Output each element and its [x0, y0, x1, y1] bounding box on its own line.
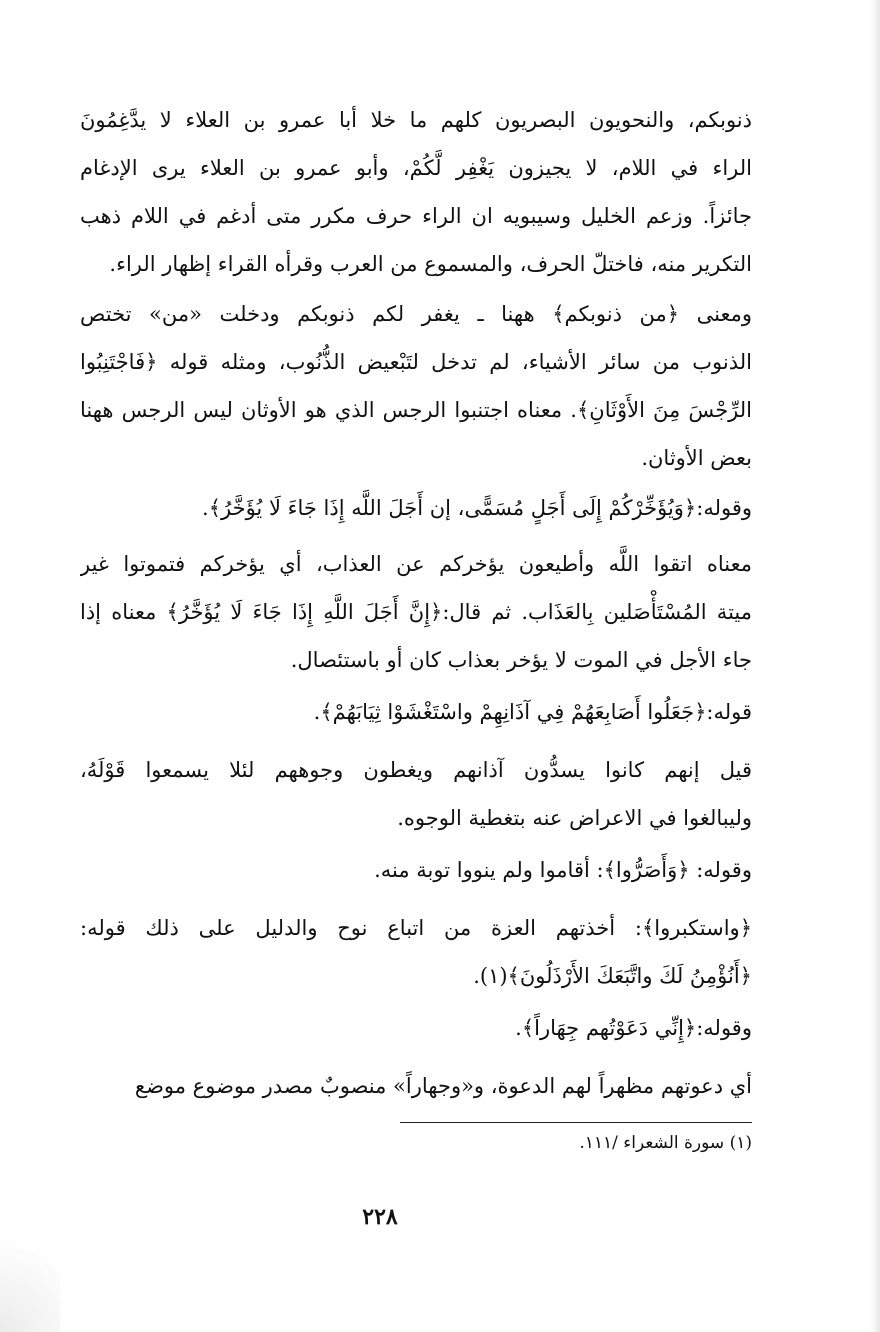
- text-line: جاء الأجل في الموت لا يؤخر بعذاب كان أو باستئصال.: [290, 648, 752, 672]
- paragraph: [80, 688, 752, 736]
- footnote: (١) سورة الشعراء /١١١.: [579, 1133, 752, 1153]
- scan-edge-shadow: [870, 0, 880, 1332]
- scan-corner-shadow: [0, 1212, 60, 1332]
- text-line: ميتة المُسْتَأْصَلين بِالعَذَاب. ثم قال:﴿إِنَّ أَجَلَ اللَّهِ إِذَا جَاءَ لَا يُؤَخَّرُ﴾ معناه إذا: [80, 600, 752, 624]
- text-line: بعض الأوثان.: [641, 446, 752, 470]
- paragraph: [80, 290, 752, 482]
- text-line: أي دعوتهم مظهراً لهم الدعوة، و«وجهاراً» منصوبٌ مصدر موضوع موضع: [134, 1074, 752, 1098]
- text-line: وقوله:﴿إِنِّي دَعَوْتُهم جِهَاراً﴾.: [515, 1016, 752, 1040]
- text-line: وقوله: ﴿وَأَصَرُّوا﴾: أقاموا ولم ينووا توبة منه.: [374, 858, 752, 882]
- paragraph: [80, 1062, 752, 1110]
- footnote-divider: [400, 1122, 752, 1123]
- text-line: ذنوبكم، والنحويون البصريون كلهم ما خلا أبا عمرو بن العلاء لا يدَّغِمُونَ: [80, 108, 752, 132]
- text-line: الذنوب من سائر الأشياء، لم تدخل لتَبْعيض الذُّنُوب، ومثله قوله ﴿فَاجْتَنِبُوا: [80, 350, 752, 374]
- paragraph: [80, 96, 752, 288]
- text-line: ومعنى ﴿من ذنوبكم﴾ ههنا ـ يغفر لكم ذنوبكم ودخلت «من» تختص: [80, 302, 752, 326]
- text-line: قوله:﴿جَعَلُوا أَصَابِعَهُمْ فِي آذَانِهِمْ واسْتَغْشَوْا ثِيَابَهُمْ﴾.: [313, 700, 752, 724]
- text-line: وقوله:﴿وَيُؤَخِّرْكُمْ إِلَى أَجَلٍ مُسَمًّى، إن أَجَلَ اللَّه إِذَا جَاءَ لَا يُؤَخَّرُ﴾.: [202, 496, 752, 520]
- text-line: جائزاً. وزعم الخليل وسيبويه ان الراء حرف مكرر متى أدغم في اللام ذهب: [80, 204, 752, 228]
- paragraph: [80, 904, 752, 1000]
- paragraph: [80, 1004, 752, 1052]
- page-number: ٢٢٨: [362, 1204, 398, 1230]
- paragraph: [80, 540, 752, 684]
- paragraph: [80, 746, 752, 842]
- text-line: التكرير منه، فاختلّ الحرف، والمسموع من العرب وقرأه القراء إظهار الراء.: [109, 252, 752, 276]
- paragraph: [80, 846, 752, 894]
- text-line: الراء في اللام، لا يجيزون يَغْفِر لَّكُمْ، وأبو عمرو بن العلاء يرى الإدغام: [80, 156, 752, 180]
- text-line: قيل إنهم كانوا يسدُّون آذانهم ويغطون وجوههم لئلا يسمعوا قَوْلَهُ،: [80, 758, 752, 782]
- text-line: معناه اتقوا اللَّه وأطيعون يؤخركم عن العذاب، أي يؤخركم فتموتوا غير: [80, 552, 752, 576]
- text-line: ﴿أَنُؤْمِنُ لَكَ واتَّبَعَكَ الأَرْذَلُونَ﴾(١).: [473, 964, 752, 988]
- paragraph: [80, 484, 752, 532]
- text-line: الرِّجْسَ مِنَ الأَوْثَانِ﴾. معناه اجتنبوا الرجس الذي هو الأوثان ليس الرجس ههنا: [80, 398, 752, 422]
- text-line: ﴿واستكبروا﴾: أخذتهم العزة من اتباع نوح والدليل على ذلك قوله:: [80, 916, 752, 940]
- text-line: وليبالغوا في الاعراض عنه بتغطية الوجوه.: [397, 806, 752, 830]
